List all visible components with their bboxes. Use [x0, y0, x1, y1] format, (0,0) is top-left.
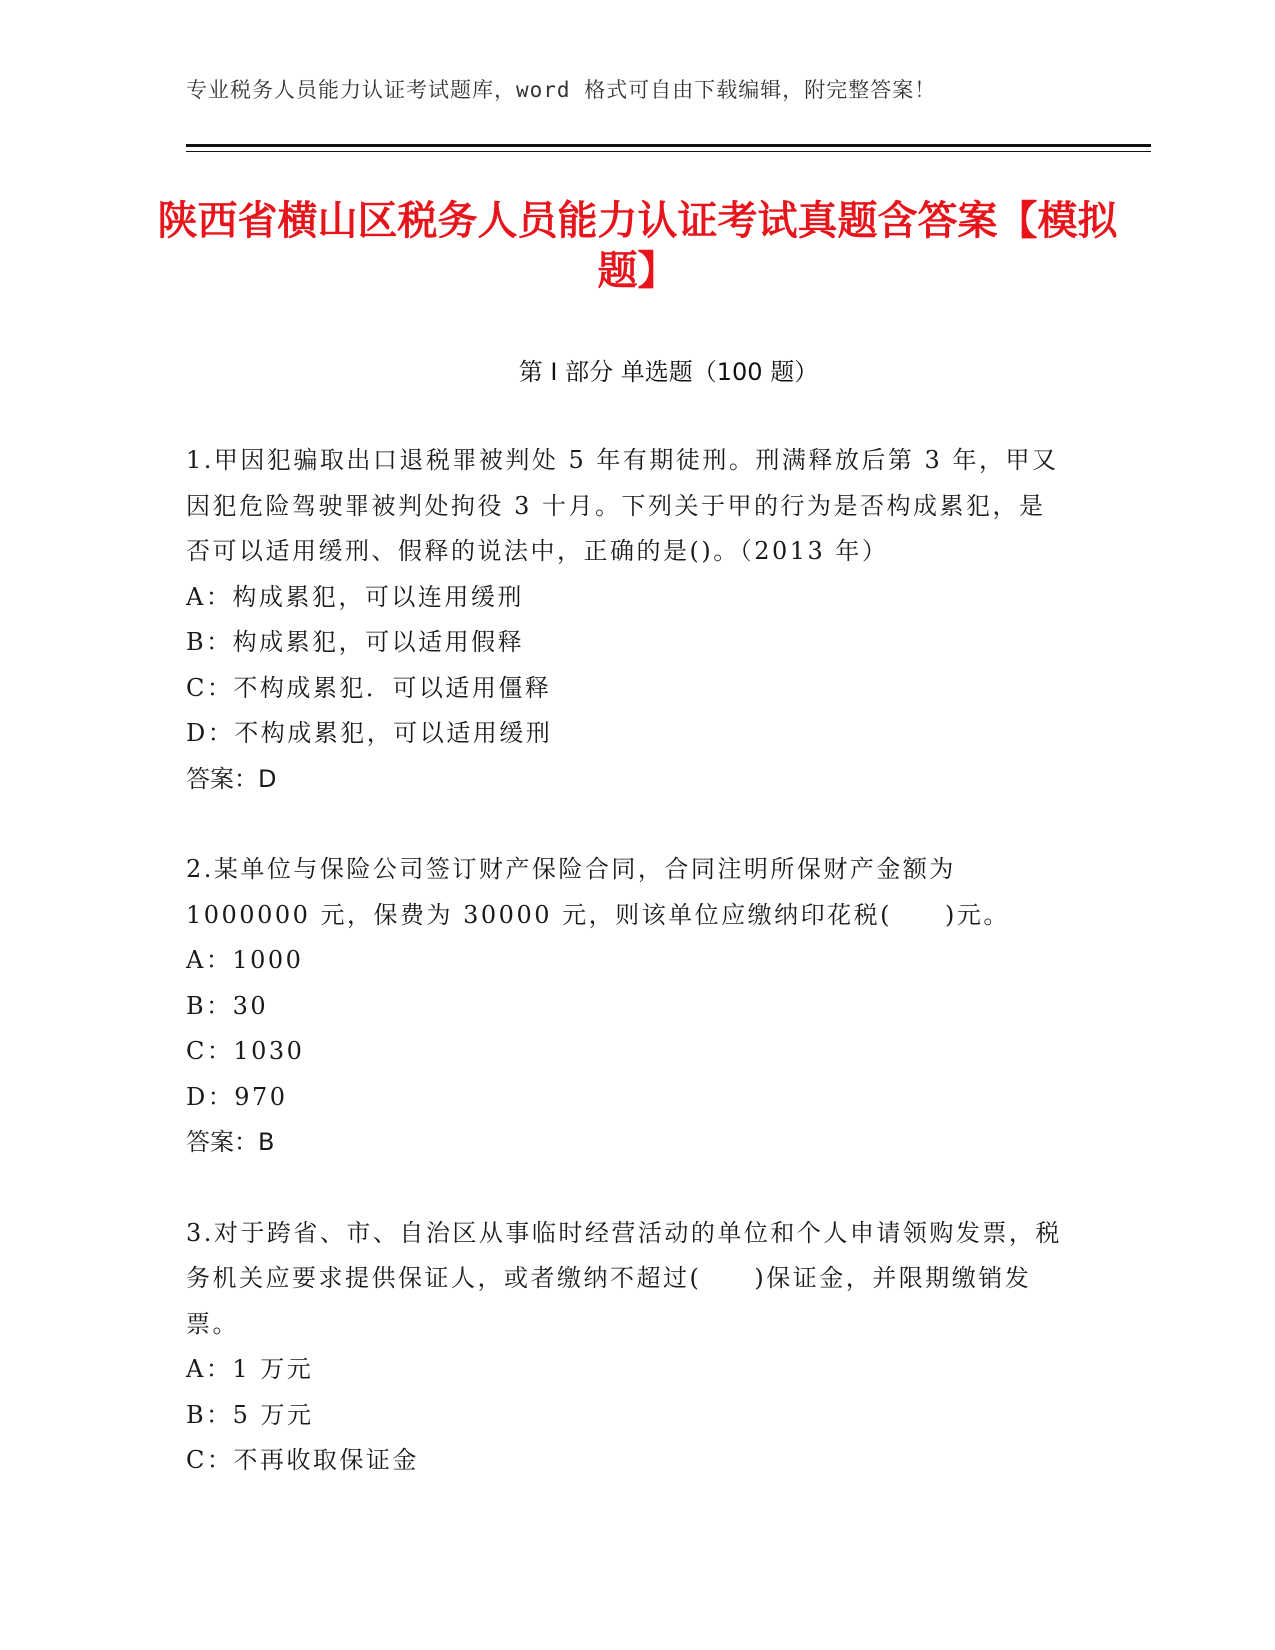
option-c: C：1030 [186, 1037, 305, 1065]
question-1 [186, 438, 1066, 802]
question-stem: 3.对于跨省、市、自治区从事临时经营活动的单位和个人申请领购发票，税务机关应要求提供保证人，或者缴纳不超过( )保证金，并限期缴销发票。 [186, 1218, 1062, 1338]
header-divider-thin [186, 151, 1151, 152]
question-stem: 1.甲因犯骗取出口退税罪被判处 5 年有期徒刑。刑满释放后第 3 年，甲又因犯危险驾驶罪被判处拘役 3 十月。下列关于甲的行为是否构成累犯，是否可以适用缓刑、假释的说法中，正确的是()。（2013 年） [186, 446, 1059, 565]
section-heading: 第 I 部分 单选题（100 题） [518, 358, 819, 386]
option-a: A：1 万元 [186, 1355, 314, 1383]
question-2 [186, 847, 1066, 1166]
option-b: B：构成累犯，可以适用假释 [186, 628, 525, 656]
answer: 答案：B [186, 1128, 275, 1156]
option-b: B：5 万元 [186, 1400, 314, 1429]
option-d: D：不构成累犯，可以适用缓刑 [186, 719, 553, 747]
question-list [186, 438, 1066, 1529]
document-title: 陕西省横山区税务人员能力认证考试真题含答案【模拟题】 [157, 198, 1118, 294]
question-3 [186, 1211, 1066, 1484]
option-b: B：30 [186, 991, 269, 1020]
option-a: A：1000 [186, 946, 304, 974]
header-divider-thick [186, 144, 1151, 147]
option-c: C：不构成累犯．可以适用僵释 [186, 673, 552, 702]
option-d: D：970 [186, 1082, 288, 1111]
header-note: 专业税务人员能力认证考试题库，word 格式可自由下载编辑，附完整答案！ [186, 78, 937, 102]
answer: 答案：D [186, 764, 277, 793]
option-c: C：不再收取保证金 [186, 1446, 419, 1474]
question-stem: 2.某单位与保险公司签订财产保险合同，合同注明所保财产金额为 1000000 元，保费为 30000 元，则该单位应缴纳印花税( )元。 [186, 855, 1010, 929]
option-a: A：构成累犯，可以连用缓刑 [186, 582, 524, 611]
